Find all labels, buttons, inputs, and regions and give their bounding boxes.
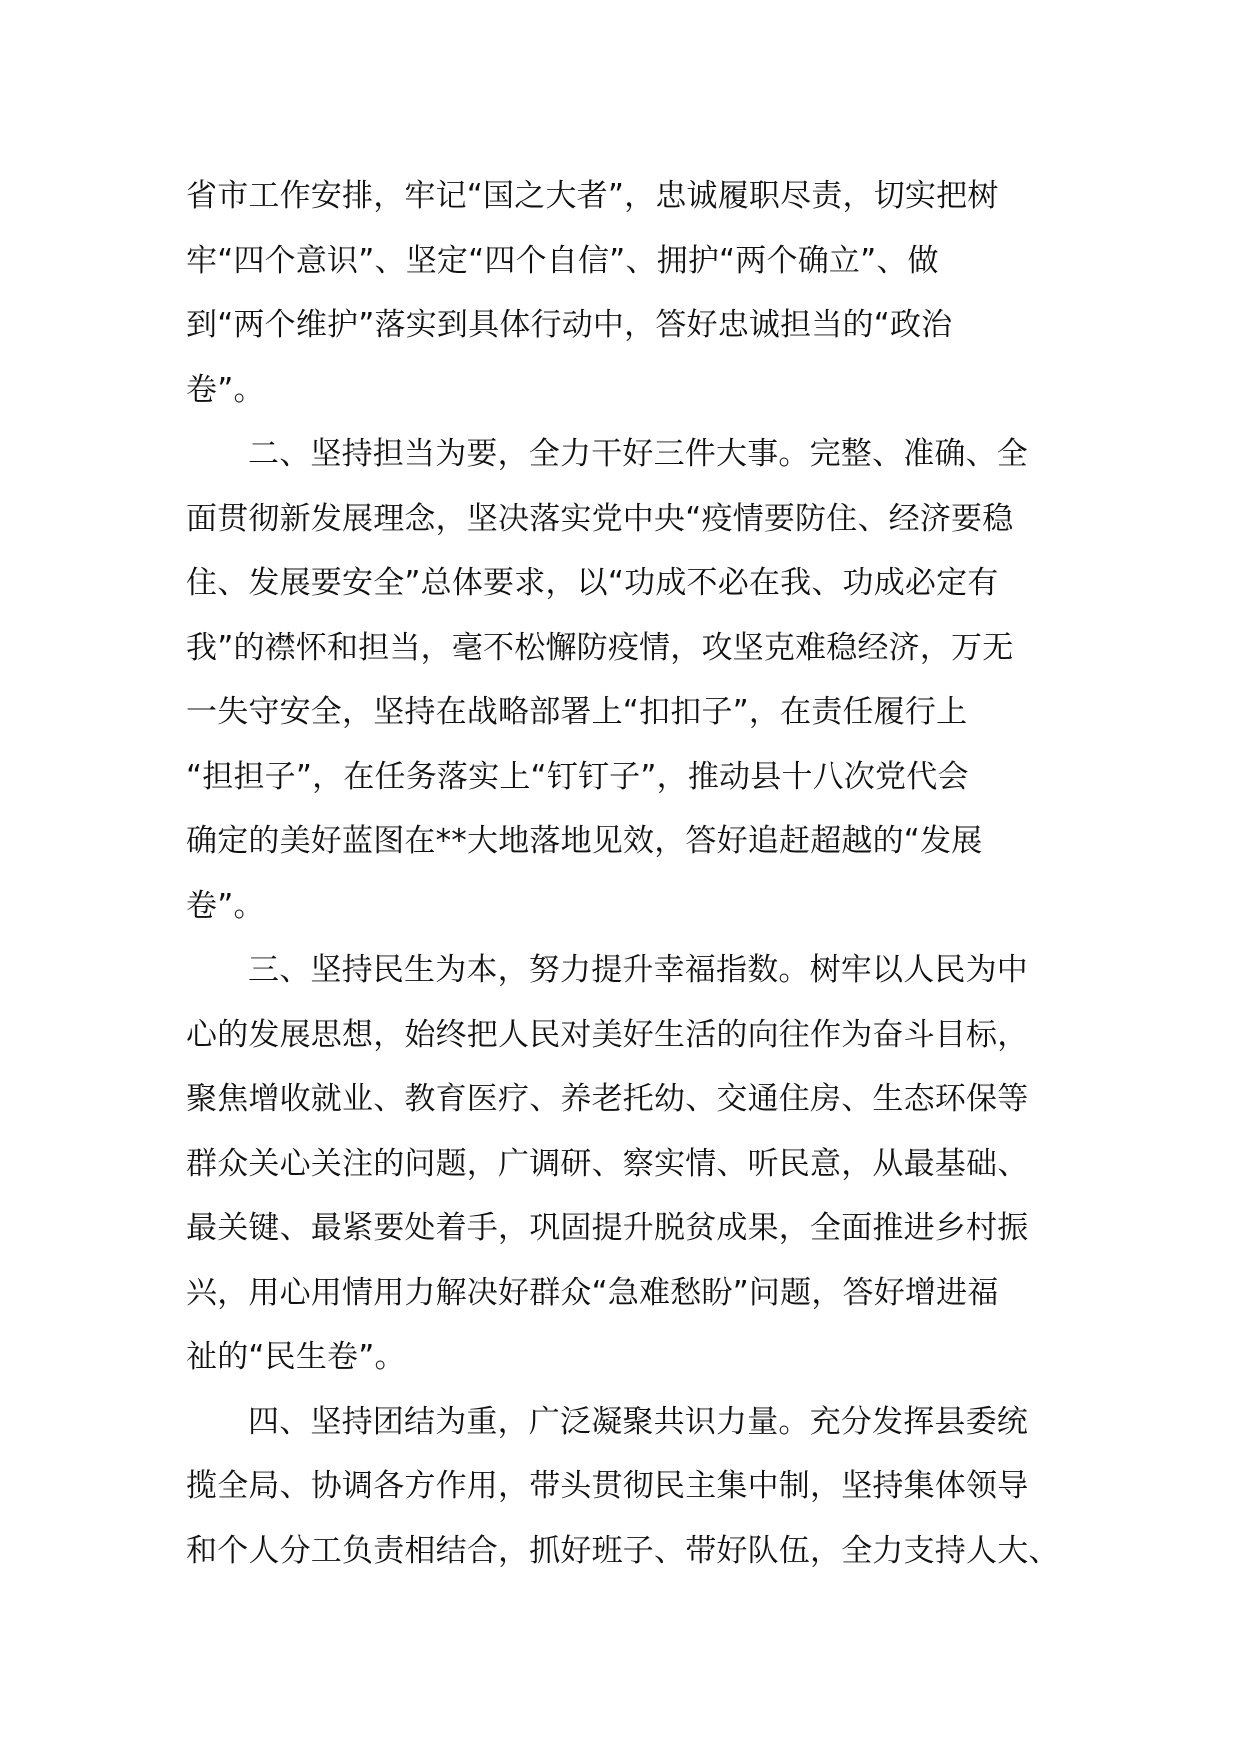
text-line: 牢“四个意识”、坚定“四个自信”、拥护“两个确立”、做 bbox=[186, 242, 939, 279]
body-text bbox=[186, 164, 1066, 1583]
text-line: 住、发展要安全”总体要求，以“功成不必在我、功成必定有 bbox=[186, 565, 999, 601]
text-line: 群众关心关注的问题，广调研、察实情、听民意，从最基础、 bbox=[186, 1145, 1029, 1182]
text-line: 确定的美好蓝图在**大地落地见效，答好追赶超越的“发展 bbox=[186, 823, 983, 859]
text-line: 我”的襟怀和担当，毫不松懈防疫情，攻坚克难稳经济，万无 bbox=[186, 629, 1014, 666]
text-line: 面贯彻新发展理念，坚决落实党中央“疫情要防住、经济要稳 bbox=[186, 500, 1014, 537]
text-line: 卷”。 bbox=[186, 371, 265, 408]
text-line: “担担子”，在任务落实上“钉钉子”，推动县十八次党代会 bbox=[186, 758, 969, 795]
text-line: 到“两个维护”落实到具体行动中，答好忠诚担当的“政治 bbox=[186, 307, 953, 343]
paragraph-heading-line: 三、坚持民生为本，努力提升幸福指数。树牢以人民为中 bbox=[248, 952, 1028, 988]
text-line: 聚焦增收就业、教育医疗、养老托幼、交通住房、生态环保等 bbox=[186, 1081, 1029, 1117]
paragraph-heading-line: 二、坚持担当为要，全力干好三件大事。完整、准确、全 bbox=[248, 436, 1028, 472]
text-line: 祉的“民生卷”。 bbox=[186, 1339, 406, 1375]
text-line: 揽全局、协调各方作用，带头贯彻民主集中制，坚持集体领导 bbox=[186, 1468, 1029, 1504]
text-line: 和个人分工负责相结合，抓好班子、带好队伍，全力支持人大、 bbox=[186, 1532, 1060, 1569]
text-line: 兴，用心用情用力解决好群众“急难愁盼”问题，答好增进福 bbox=[186, 1274, 999, 1311]
text-line: 省市工作安排，牢记“国之大者”，忠诚履职尽责，切实把树 bbox=[186, 178, 999, 214]
text-line: 心的发展思想，始终把人民对美好生活的向往作为奋斗目标， bbox=[186, 1016, 1029, 1053]
text-line: 一失守安全，坚持在战略部署上“扣扣子”，在责任履行上 bbox=[186, 694, 968, 730]
text-line: 卷”。 bbox=[186, 887, 265, 924]
paragraph-heading-line: 四、坚持团结为重，广泛凝聚共识力量。充分发挥县委统 bbox=[248, 1403, 1028, 1440]
text-line: 最关键、最紧要处着手，巩固提升脱贫成果，全面推进乡村振 bbox=[186, 1210, 1029, 1246]
